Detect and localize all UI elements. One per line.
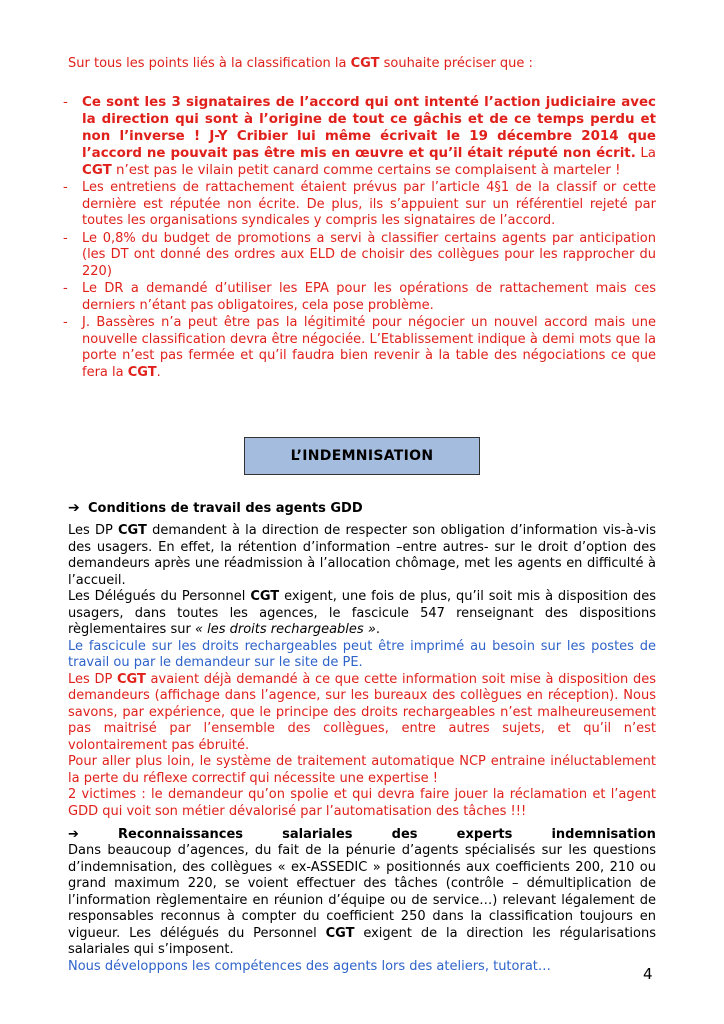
bullet-text: Le 0,8% du budget de promotions a servi à classifier certains agents par anticipation (les DT ont donné des ordres aux ELD de choisir des collègues pour les rapprocher du 220) bbox=[82, 230, 656, 279]
bullet-bold-text: Ce sont les 3 signataires de l’accord qui ont intenté l’action judiciaire avec la direction qui sont à l’origine de tout ce gâchis et de ce temps perdu et non l’inverse ! J-Y Cribier lui même écrivait le 19 décembre 2014 que l’accord ne pouvait pas être mis en œuvre et qu’il était réputé non écrit. bbox=[82, 95, 656, 161]
cgt-label: CGT bbox=[325, 925, 355, 941]
para-text: exigent de la direction les régularisations salariales qui s’imposent. bbox=[68, 925, 656, 957]
dash-marker: - bbox=[63, 230, 68, 246]
classification-bullet-list bbox=[63, 94, 656, 381]
experts-heading-word: des bbox=[391, 827, 418, 842]
bullet-entretiens bbox=[63, 180, 656, 230]
para-text: Nous développons les compétences des agents lors des ateliers, tutorat… bbox=[68, 958, 551, 974]
cgt-label: CGT bbox=[118, 523, 147, 538]
arrow-right-icon: ➔ bbox=[68, 500, 80, 516]
para-text: Le fascicule sur les droits rechargeables peut être imprimé au besoin sur les postes de travail ou par le demandeur sur le site de PE. bbox=[68, 638, 656, 670]
cgt-label: CGT bbox=[82, 163, 112, 178]
para-text: Pour aller plus loin, le système de traitement automatique NCP entraine inéluctablement la perte du réflexe correctif qui nécessite une expertise ! bbox=[68, 754, 656, 786]
gdd-paragraph-5 bbox=[68, 754, 656, 787]
para-text: 2 victimes : le demandeur qu’on spolie et qui devra faire jouer la réclamation et l’agent GDD qui voit son métier dévalorisé par l’automatisation des tâches !!! bbox=[68, 787, 656, 819]
cgt-label: CGT bbox=[350, 56, 380, 71]
para-text: Les DP bbox=[68, 671, 117, 687]
experts-heading-word: Reconnaissances bbox=[118, 827, 243, 842]
para-text: demandent à la direction de respecter son obligation d’information vis-à-vis des usagers. En effet, la rétention d’information –entre autres- sur le droit d’option des demandeurs après une réadmission à l’allocation chômage, met les agents en difficulté à l’accueil. bbox=[68, 523, 656, 588]
bullet-budget bbox=[63, 230, 656, 281]
dash-marker: - bbox=[63, 95, 68, 110]
para-text: Les Délégués du Personnel bbox=[68, 589, 251, 604]
bullet-basseres bbox=[63, 315, 656, 381]
experts-paragraph-1 bbox=[68, 843, 656, 959]
section-title-box bbox=[244, 437, 480, 475]
gdd-paragraph-4 bbox=[68, 672, 656, 755]
dash-marker: - bbox=[63, 315, 68, 330]
cgt-label: CGT bbox=[127, 364, 157, 380]
para-text: Dans beaucoup d’agences, du fait de la pénurie d’agents spécialisés sur les questions d’indemnisation, des collègues « ex-ASSEDIC » positionnés aux coefficients 200, 210 ou grand maximum 220, se voient effectuer des tâches (contrôle – démultiplication de l’information règlementaire en réunion d’équipe ou de service…) relevant légalement de responsables reconnus à compter du coefficient 250 dans la classification toujours en vigueur. Les délégués du Personnel bbox=[68, 843, 656, 941]
experts-heading-word: salariales bbox=[282, 827, 353, 842]
experts-paragraph-2 bbox=[68, 959, 656, 976]
intro-text-end: souhaite préciser que : bbox=[379, 56, 533, 71]
intro-paragraph bbox=[68, 55, 656, 72]
gdd-paragraph-3 bbox=[68, 639, 656, 672]
gdd-heading bbox=[68, 500, 656, 517]
bullet-signataires bbox=[63, 94, 656, 179]
gdd-paragraph-2 bbox=[68, 589, 656, 639]
bullet-text: Les entretiens de rattachement étaient prévus par l’article 4§1 de la classif or cette dernière est réputée non écrite. De plus, ils s’appuient sur un référentiel rejeté par toutes les organisations syndicales y compris les signataires de l’accord. bbox=[82, 180, 656, 228]
para-text: . bbox=[375, 622, 380, 637]
bullet-text: J. Bassères n’a peut être pas la légitimité pour négocier un nouvel accord mais une nouvelle classification devra être négociée. L’Etablissement indique à demi mots que la porte n’est pas fermée et qu’il faudra bien revenir à la table des négociations ce que fera la bbox=[82, 315, 656, 380]
bullet-text: n’est pas le vilain petit canard comme certains se complaisent à marteler ! bbox=[111, 163, 621, 178]
dash-marker: - bbox=[63, 180, 68, 195]
experts-heading-word: indemnisation bbox=[551, 827, 656, 842]
gdd-heading-text: Conditions de travail des agents GDD bbox=[88, 501, 363, 516]
experts-heading-word: experts bbox=[456, 827, 513, 842]
page-number: 4 bbox=[643, 965, 653, 983]
bullet-text: . bbox=[156, 364, 161, 380]
gdd-paragraph-6 bbox=[68, 787, 656, 820]
cgt-label: CGT bbox=[117, 671, 146, 687]
para-text: avaient déjà demandé à ce que cette information soit mise à disposition des demandeurs (affichage dans l’agence, sur les bureaux des collègues en réception). Nous savons, par expérience, que le principe des droits rechargeables n’est malheureusement pas maitrisé par l’ensemble des collègues, entre autres sujets, et qu’il n’est volontairement pas ébruité. bbox=[68, 671, 656, 753]
gdd-paragraph-1 bbox=[68, 523, 656, 589]
para-text: Les DP bbox=[68, 523, 119, 538]
para-text: exigent, une fois de plus, qu’il soit mis à disposition des usagers, dans toutes les agences, le fascicule 547 renseignant des dispositions règlementaires sur bbox=[68, 589, 656, 637]
dash-marker: - bbox=[63, 281, 68, 296]
page-content bbox=[63, 55, 656, 975]
experts-heading bbox=[68, 826, 656, 843]
arrow-right-icon: ➔ bbox=[68, 827, 79, 842]
cgt-label: CGT bbox=[250, 589, 280, 604]
bullet-epa bbox=[63, 281, 656, 314]
section-title: L’INDEMNISATION bbox=[290, 448, 434, 464]
intro-text: Sur tous les points liés à la classification la bbox=[68, 56, 351, 71]
bullet-text: Le DR a demandé d’utiliser les EPA pour les opérations de rattachement mais ces derniers n’étant pas obligatoires, cela pose problème. bbox=[82, 281, 656, 313]
italic-quote: « les droits rechargeables » bbox=[194, 622, 376, 637]
bullet-text: La bbox=[635, 146, 656, 161]
